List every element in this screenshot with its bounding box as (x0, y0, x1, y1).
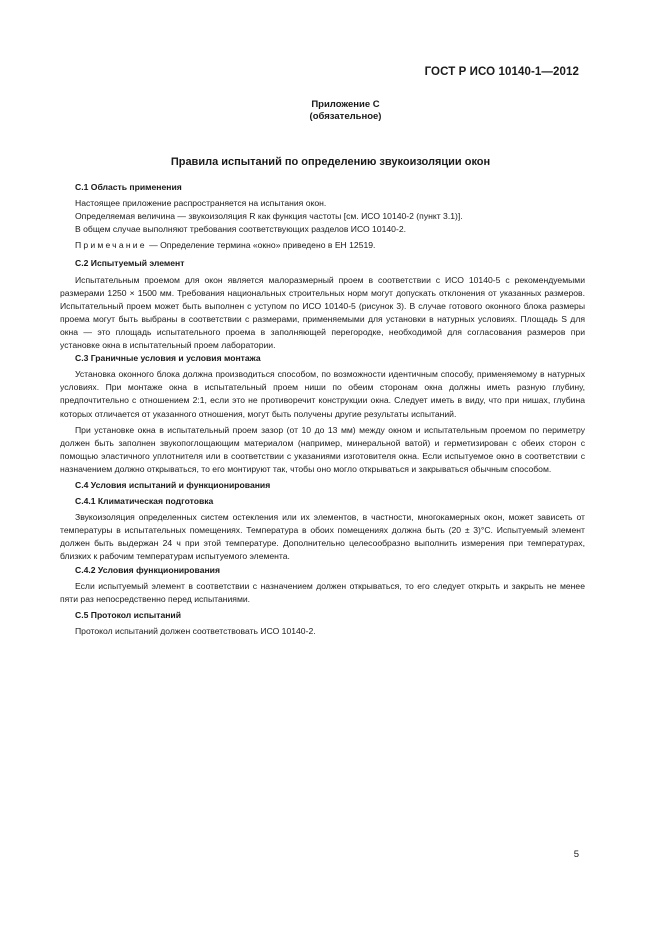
standard-designation: ГОСТ Р ИСО 10140-1—2012 (424, 66, 579, 78)
paragraph: В общем случае выполняют требования соответствующих разделов ИСО 10140-2. (75, 224, 406, 235)
note-label: Примечание (75, 240, 147, 251)
paragraph: Если испытуемый элемент в соответствии с назначением должен открываться, то его следует открыть и закрыть не менее пяти раз непосредственно перед испытаниями. (60, 580, 585, 604)
section-heading-c1: С.1 Область применения (75, 182, 182, 192)
subsection-heading-c42: С.4.2 Условия функционирования (75, 564, 220, 575)
subsection-heading-c41: С.4.1 Климатическая подготовка (75, 496, 214, 507)
annex-status: (обязательное) (309, 111, 382, 122)
page-number: 5 (573, 849, 579, 860)
note (60, 239, 585, 252)
annex-label: Приложение С (311, 99, 380, 110)
section-heading-c2: С.2 Испытуемый элемент (75, 258, 185, 269)
paragraph: Испытательным проемом для окон является малоразмерный проем в соответствии с ИСО 10140-5 с рекомендуемыми размерами 1250 × 1500 мм. Требования национальных строительных норм могут допускать отклонения от указанных размеров. Испытательный проем может быть выполнен с уступом по ИСО 10140-5 (рисунок 3). В случае готового оконного блока размеры проема могут быть выбраны в соответствии с размерами, применяемыми для установки в натурных условиях. Площадь S для окна — это площадь испытательного проема в заполняющей перегородке, необходимой для согласования размеров при установке окна в испытательный проем лаборатории. (60, 274, 585, 351)
paragraph: Установка оконного блока должна производиться способом, по возможности идентичным способу, применяемому в натурных условиях. При монтаже окна в испытательный проем ниши по обеим сторонам окна должны иметь разную глубину, предпочтительно с отношением 2:1, если это не противоречит конструкции окна. Следует иметь в виду, что при нишах, глубина которых отличается от указанного отношения, могут быть получены другие результаты испытаний. (60, 369, 585, 419)
section-heading-c3: С.3 Граничные условия и условия монтажа (75, 353, 261, 364)
annex-title: Правила испытаний по определению звукоизоляции окон (170, 156, 491, 168)
section-heading-c4: С.4 Условия испытаний и функционирования (75, 479, 271, 490)
annex-heading (0, 99, 661, 123)
section-heading-c5: С.5 Протокол испытаний (75, 609, 181, 620)
annex-body (60, 181, 585, 638)
paragraph: Звукоизоляция определенных систем остекления или их элементов, в частности, многокамерных окон, может зависеть от температуры в испытательных помещениях. Температура в обоих помещениях должна быть (20 ± 3)°С. Испытуемый элемент должен быть выдержан 24 ч при этой температуре. Дополнительно целесообразно выполнить измерения при температурах, близких к рабочим температурам испытуемого элемента. (60, 512, 585, 562)
note-text: — Определение термина «окно» приведено в ЕН 12519. (146, 240, 376, 251)
paragraph: Протокол испытаний должен соответствовать ИСО 10140-2. (75, 625, 316, 636)
paragraph: Настоящее приложение распространяется на испытания окон. (75, 198, 327, 209)
paragraph: Определяемая величина — звукоизоляция R как функция частоты [см. ИСО 10140-2 (пункт 3.1)]. (75, 211, 463, 222)
paragraph: При установке окна в испытательный проем зазор (от 10 до 13 мм) между окном и испытательным проемом по периметру должен быть заполнен звукопоглощающим материалом (например, минеральной ватой) и герметизирован с обеих сторон с помощью эластичного уплотнителя или в соответствии с указаниями изготовителя окна. Если испытуемое окно в соответствии с назначением должно открываться, то его монтируют так, чтобы оно могло открываться и закрываться обычным способом. (60, 424, 585, 474)
